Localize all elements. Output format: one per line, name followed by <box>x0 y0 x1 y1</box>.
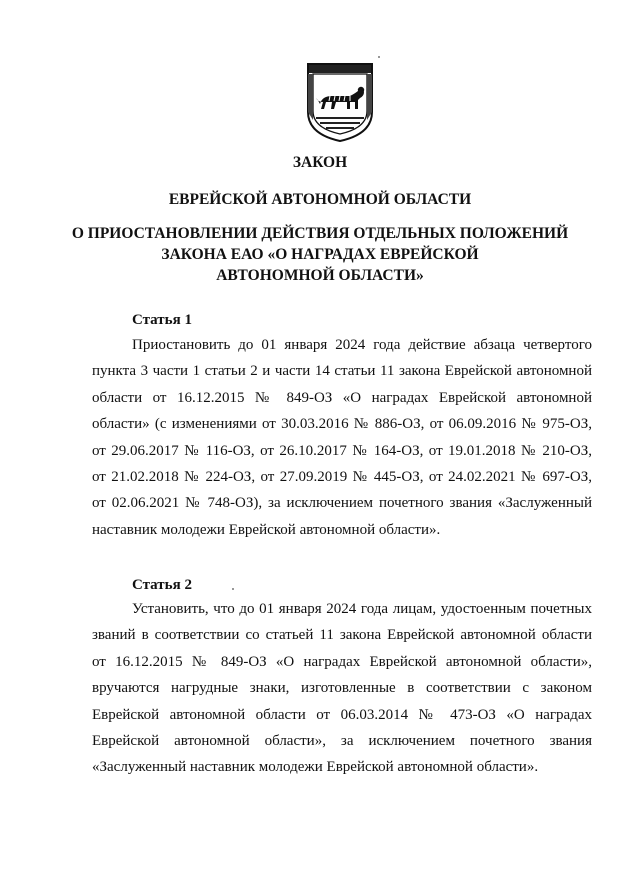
article-2-title: Статья 2 <box>132 577 192 593</box>
subject-line: О ПРИОСТАНОВЛЕНИИ ДЕЙСТВИЯ ОТДЕЛЬНЫХ ПОЛОЖЕНИЙ <box>71 225 569 242</box>
article-line: Еврейской автономной области от 06.03.2014 № 473-ОЗ «О наградах <box>92 706 592 723</box>
article-line: области от 16.12.2015 № 849-ОЗ «О наградах Еврейской автономной <box>92 389 592 406</box>
article-line: Приостановить до 01 января 2024 года действие абзаца четвертого <box>132 337 592 353</box>
article-1-title: Статья 1 <box>132 312 192 328</box>
subject-line: ЗАКОНА ЕАО «О НАГРАДАХ ЕВРЕЙСКОЙ <box>161 246 479 263</box>
article-line: Еврейской автономной области», за исключением почетного звания <box>92 732 592 749</box>
region-title: ЕВРЕЙСКОЙ АВТОНОМНОЙ ОБЛАСТИ <box>168 191 472 208</box>
article-line: области» (с изменениями от 30.03.2016 № 886-ОЗ, от 06.09.2016 № 975-ОЗ, <box>92 416 592 433</box>
article-line: от 16.12.2015 № 849-ОЗ «О наградах Еврейской автономной области», <box>92 653 592 670</box>
scan-speck <box>232 588 234 590</box>
article-line: от 02.06.2021 № 748-ОЗ), за исключением почетного звания «Заслуженный <box>92 495 592 512</box>
article-line: от 29.06.2017 № 116-ОЗ, от 26.10.2017 № 164-ОЗ, от 19.01.2018 № 210-ОЗ, <box>92 442 592 459</box>
article-line: Установить, что до 01 января 2024 года лицам, удостоенным почетных <box>132 601 592 617</box>
law-subject-title <box>0 223 640 286</box>
scan-speck <box>378 56 380 58</box>
article-line: званий в соответствии со статьей 11 закона Еврейской автономной области <box>92 627 592 644</box>
article-2-text <box>92 596 592 781</box>
article-line: наставник молодежи Еврейской автономной области». <box>92 521 441 538</box>
law-title: ЗАКОН <box>292 154 348 171</box>
article-line: «Заслуженный наставник молодежи Еврейской автономной области». <box>92 759 539 776</box>
article-line: вручаются нагрудные знаки, изготовленные в соответствии с законом <box>92 680 592 697</box>
coat-of-arms-tiger-icon <box>304 60 376 144</box>
article-line: от 21.02.2018 № 224-ОЗ, от 27.09.2019 № 445-ОЗ, от 24.02.2021 № 697-ОЗ, <box>92 468 592 485</box>
article-1-text <box>92 332 592 543</box>
article-line: пункта 3 части 1 статьи 2 и части 14 статьи 11 закона Еврейской автономной <box>92 363 592 380</box>
subject-line: АВТОНОМНОЙ ОБЛАСТИ» <box>216 267 424 284</box>
